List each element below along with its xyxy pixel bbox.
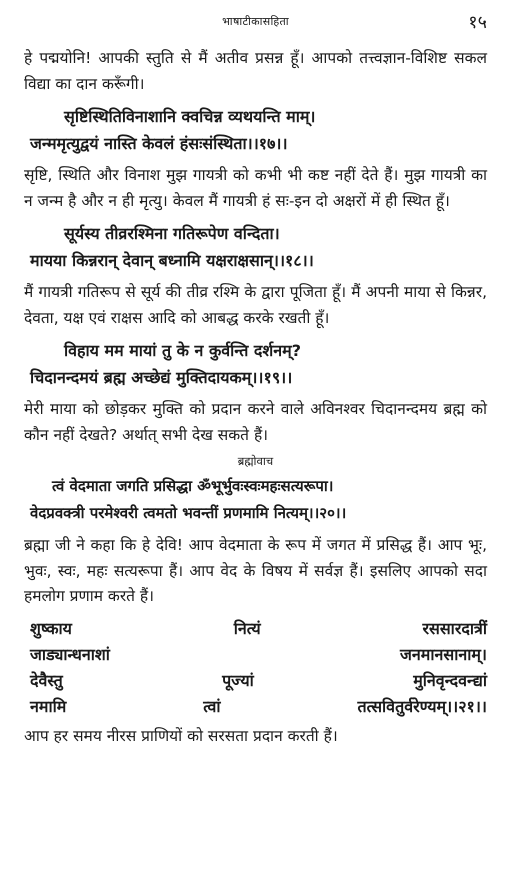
- verse-21-word: जनमानसानाम्।: [400, 644, 487, 664]
- paragraph-19: मेरी माया को छोड़कर मुक्ति को प्रदान करने वाले अविनश्वर चिदानन्दमय ब्रह्म को कौन नहीं देखते? अर्थात् सभी देख सकते हैं।: [24, 400, 487, 444]
- paragraph-18: मैं गायत्री गतिरूप से सूर्य की तीव्र रश्मि के द्वारा पूजिता हूँ। मैं अपनी माया से किन्नर, देवता, यक्ष एवं राक्षस आदि को आबद्ध करके रखती हूँ।: [24, 283, 487, 327]
- paragraph-21: आप हर समय नीरस प्राणियों को सरसता प्रदान करती हैं।: [24, 726, 338, 745]
- verse-18-line-2: मायया किन्नरान् देवान् बध्नामि यक्षराक्षसान्।।१८।।: [30, 251, 314, 270]
- verse-18: [24, 220, 487, 274]
- verse-21-word: जाड्यान्धनाशां: [30, 644, 110, 664]
- verse-20-line-1: त्वं वेदमाता जगति प्रसिद्धा ॐभूर्भुवःस्वःमहःसत्यरूपा।: [52, 477, 334, 495]
- verse-19-line-2: चिदानन्दमयं ब्रह्म अच्छेद्यं मुक्तिदायकम्।।१९।।: [30, 368, 293, 387]
- running-head: भाषाटीकासहिता: [222, 15, 289, 28]
- paragraph-17: सृष्टि, स्थिति और विनाश मुझ गायत्री को कभी भी कष्ट नहीं देते हैं। मुझ गायत्री का न जन्म है और न ही मृत्यु। केवल मैं गायत्री हं सः-इन दो अक्षरों में ही स्थित हूँ।: [24, 166, 487, 210]
- paragraph-20: ब्रह्मा जी ने कहा कि हे देवि! आप वेदमाता के रूप में जगत में प्रसिद्ध हैं। आप भूः, भुवः, स्वः, महः सत्यरूपा हैं। आप वेद के विषय में सर्वज्ञ हैं। इसलिए आपको सदा हमलोग प्रणाम करते हैं।: [24, 536, 487, 605]
- verse-21-row-1: [24, 616, 487, 642]
- verse-21-word: पूज्यां: [222, 670, 254, 690]
- speaker-heading: ब्रह्मोवाच: [237, 454, 274, 468]
- verse-21-word: तत्सवितुर्वरेण्यम्।।२१।।: [357, 696, 487, 716]
- verse-21-word: देवैस्तु: [30, 670, 63, 690]
- verse-21-word: मुनिवृन्दवन्द्यां: [413, 670, 487, 690]
- verse-21-row-2: [24, 642, 487, 668]
- verse-21-row-3: [24, 668, 487, 694]
- paragraph-intro: हे पद्मयोनि! आपकी स्तुति से मैं अतीव प्रसन्न हूँ। आपको तत्त्वज्ञान-विशिष्ट सकल विद्या का दान करूँगी।: [24, 49, 487, 93]
- verse-20: [24, 473, 487, 527]
- verse-20-line-2: वेदप्रवक्त्री परमेश्वरी त्वमतो भवन्तीं प्रणमामि नित्यम्।।२०।।: [30, 504, 347, 522]
- verse-21-word: नमामि: [30, 696, 67, 716]
- verse-21-word: नित्यं: [233, 618, 261, 638]
- verse-19-line-1: विहाय मम मायां तु के न कुर्वन्ति दर्शनम्?: [64, 341, 301, 360]
- verse-17-line-2: जन्ममृत्युद्वयं नास्ति केवलं हंसःसंस्थिता।।१७।।: [30, 134, 288, 153]
- verse-21: [24, 616, 487, 720]
- verse-21-word: रससारदात्रीं: [422, 618, 487, 638]
- verse-17-line-1: सृष्टिस्थितिविनाशानि क्वचिन्न व्यथयन्ति माम्।: [64, 107, 316, 126]
- verse-19: [24, 337, 487, 391]
- verse-21-word: त्वां: [203, 696, 221, 716]
- verse-21-word: शुष्काय: [30, 618, 72, 638]
- page-number: १५: [468, 12, 487, 33]
- verse-21-row-4: [24, 694, 487, 720]
- page-header: [24, 0, 487, 46]
- verse-17: [24, 103, 487, 157]
- verse-18-line-1: सूर्यस्य तीव्ररश्मिना गतिरूपेण वन्दिता।: [64, 224, 280, 243]
